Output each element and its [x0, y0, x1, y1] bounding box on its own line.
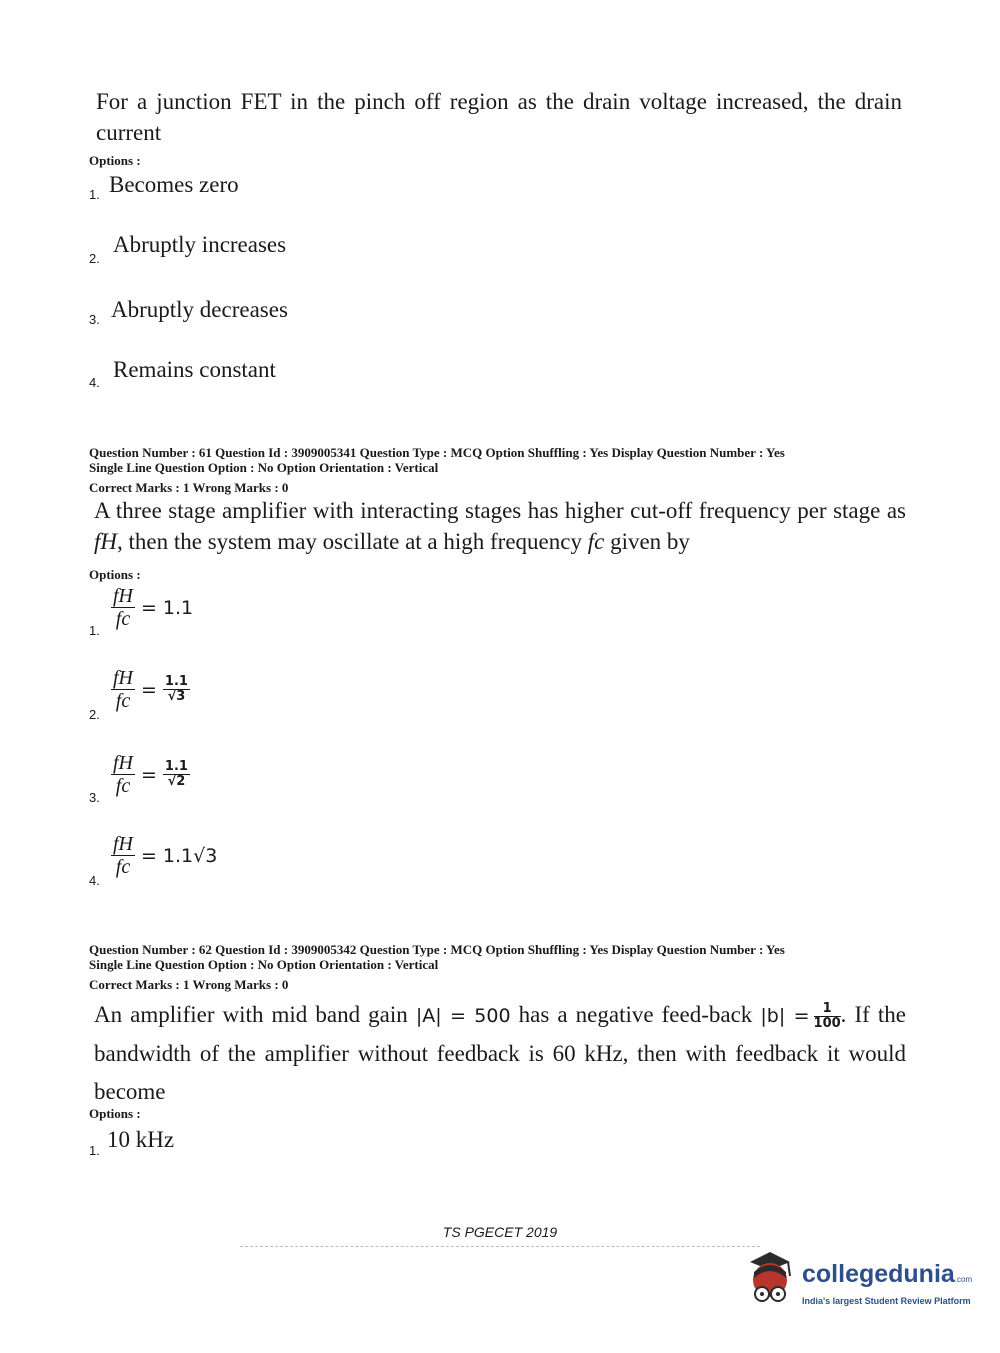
question-62-marks: Correct Marks : 1 Wrong Marks : 0	[89, 977, 289, 992]
options-label: Options :	[89, 1106, 141, 1121]
option-item[interactable]	[89, 585, 289, 640]
options-label: Options :	[89, 153, 141, 168]
question-61-text	[94, 495, 906, 557]
option-item[interactable]	[89, 667, 289, 722]
question-text-part: has a negative feed-back	[510, 1002, 761, 1027]
option-value: 1.1√3	[162, 844, 218, 867]
fraction-denominator: fc	[115, 690, 131, 712]
option-formula	[111, 667, 190, 712]
brand-wordmark: collegedunia	[802, 1260, 955, 1288]
question-meta-line: Single Line Question Option : No Option Orientation : Vertical	[89, 460, 439, 475]
question-text-part: , then the system may oscillate at a high frequency	[117, 529, 588, 554]
brand-suffix: .com	[954, 1275, 973, 1284]
question-62-meta	[89, 942, 785, 972]
fraction-numerator: fH	[113, 833, 133, 855]
question-62-text	[94, 996, 906, 1111]
fraction-denominator: √2	[167, 774, 186, 789]
equals-sign: =	[141, 678, 157, 701]
fraction-numerator: fH	[113, 752, 133, 774]
question-text-part: A three stage amplifier with interacting stages has higher cut-off frequency per stage as	[94, 498, 906, 523]
option-number: 2.	[89, 707, 100, 722]
option-text: Becomes zero	[109, 172, 239, 197]
question-meta-line: Question Number : 61 Question Id : 3909005341 Question Type : MCQ Option Shuffling : Yes Display Question Number : Yes	[89, 445, 785, 460]
brand-name	[802, 1260, 972, 1289]
option-formula	[111, 585, 193, 630]
option-number: 3.	[89, 312, 100, 327]
options-label: Options :	[89, 567, 141, 582]
option-number: 1.	[89, 187, 100, 202]
question-60-text: For a junction FET in the pinch off region as the drain voltage increased, the drain current	[96, 89, 902, 145]
symbol-fh: fH	[94, 529, 117, 554]
option-text: Abruptly decreases	[111, 297, 288, 322]
equals-sign: =	[141, 844, 157, 867]
question-meta-line: Single Line Question Option : No Option Orientation : Vertical	[89, 957, 439, 972]
question-61-marks: Correct Marks : 1 Wrong Marks : 0	[89, 480, 289, 495]
fraction-denominator: √3	[167, 689, 186, 704]
symbol-fc: fc	[587, 529, 605, 554]
fraction-denominator: fc	[115, 608, 131, 630]
fraction-denominator: fc	[115, 856, 131, 878]
option-item[interactable]	[89, 752, 289, 807]
brand-tagline: India's largest Student Review Platform	[802, 1296, 971, 1306]
option-number: 4.	[89, 873, 100, 888]
fraction-numerator: 1.1	[164, 758, 188, 774]
footer-exam-title: TS PGECET 2019	[442, 1224, 558, 1240]
option-number: 1.	[89, 1143, 100, 1158]
question-meta-line: Question Number : 62 Question Id : 3909005342 Question Type : MCQ Option Shuffling : Yes Display Question Number : Yes	[89, 942, 785, 957]
footer-divider	[240, 1246, 760, 1247]
option-number: 3.	[89, 790, 100, 805]
option-number: 4.	[89, 375, 100, 390]
fraction-value	[163, 760, 190, 790]
fraction-denominator: 100	[813, 1016, 841, 1032]
question-text-part: . If the bandwidth of the amplifier without feedback is 60 kHz, then with feedback it would become	[94, 1002, 906, 1104]
option-value: 1.1	[162, 596, 194, 619]
fraction-denominator: fc	[115, 775, 131, 797]
fraction-fh-fc	[111, 833, 135, 878]
fraction-numerator: 1	[814, 1002, 841, 1017]
option-item[interactable]	[89, 833, 309, 888]
gain-expression: |A| = 500	[415, 1005, 511, 1027]
fraction-fh-fc	[111, 667, 135, 712]
fraction-value	[163, 675, 190, 705]
option-text: 10 kHz	[107, 1127, 175, 1152]
fraction-numerator: fH	[113, 667, 133, 689]
question-61-meta	[89, 445, 785, 475]
equals-sign: =	[141, 763, 157, 786]
option-formula	[111, 833, 217, 878]
option-text: Abruptly increases	[113, 232, 287, 257]
feedback-fraction	[814, 1002, 841, 1032]
option-number: 1.	[89, 623, 100, 638]
collegedunia-logo	[740, 1246, 973, 1316]
option-text: Remains constant	[113, 357, 276, 382]
fraction-fh-fc	[111, 752, 135, 797]
fraction-numerator: fH	[113, 585, 133, 607]
equals-sign: =	[141, 596, 157, 619]
fraction-fh-fc	[111, 585, 135, 630]
fraction-numerator: 1.1	[164, 673, 188, 689]
mascot-icon	[740, 1248, 798, 1310]
question-text-part: given by	[604, 529, 690, 554]
option-formula	[111, 752, 190, 797]
question-text-part: An amplifier with mid band gain	[94, 1002, 416, 1027]
feedback-expression: |b| =	[760, 1005, 810, 1027]
option-number: 2.	[89, 251, 100, 266]
